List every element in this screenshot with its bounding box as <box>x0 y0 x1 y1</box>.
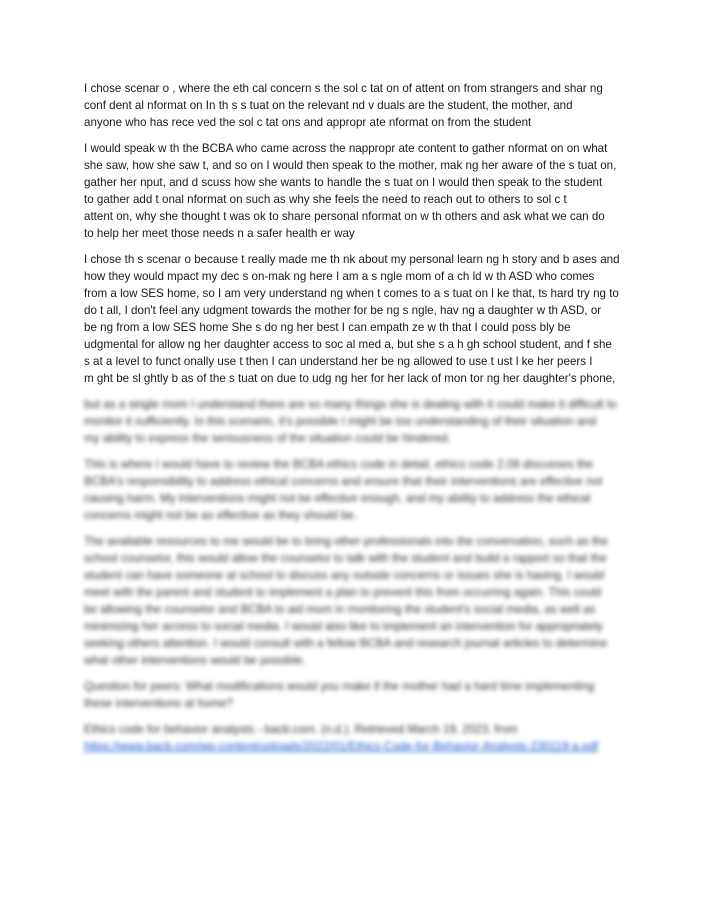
text-line: Question for peers: What modifications would you make if the mother had a hard time implementing <box>84 680 595 693</box>
text-line: concerns might not be as effective as they should be. <box>84 509 358 522</box>
text-line: do t all, I don't feel any udgment towards the mother for be ng s ngle, hav ng a daughter w th ASD, or <box>84 304 602 317</box>
text-line: to help her meet those needs n a safer health er way <box>84 227 355 240</box>
text-line: anyone who has rece ved the sol c tat ons and appropr ate nformat on from the student <box>84 116 532 129</box>
text-line: causing harm. My interventions might not be effective enough, and my ability to address the ethical <box>84 492 591 505</box>
reference-text: Ethics code for behavior analysts - bacb.com. (n.d.). Retrieved March 19, 2023, from <box>84 723 518 736</box>
text-line: m ght be sl ghtly b as of the s tuat on due to udg ng her for her lack of mon tor ng her daughter's phone, <box>84 372 616 385</box>
text-line: school counselor, this would allow the counselor to talk with the student and build a rapport so that the <box>84 552 607 565</box>
body-paragraph <box>84 80 644 131</box>
text-line: I chose th s scenar o because t really made me th nk about my personal learn ng h story and b ases and <box>84 253 620 266</box>
blurred-paragraph <box>84 456 644 524</box>
text-line: to gather add t onal nformat on such as why she feels the need to reach out to others to sol c t <box>84 193 567 206</box>
text-line: what other interventions would be possible. <box>84 654 306 667</box>
text-line: The available resources to me would be to bring other professionals into the conversation, such as the <box>84 535 608 548</box>
text-line: gather her nput, and d scuss how she wants to handle the s tuat on I would then speak to the student <box>84 176 603 189</box>
text-line: be ng from a low SES home She s do ng her best I can empath ze w th that I could poss bly be <box>84 321 571 334</box>
text-line: attent on, why she thought t was ok to share personal nformat on w th others and ask what we can do <box>84 210 605 223</box>
body-paragraph <box>84 251 644 387</box>
text-line: s at a level to funct onally use t then I can understand her be ng allowed to use t ust l ke her peers I <box>84 355 593 368</box>
document-body <box>84 80 644 764</box>
text-line: how they would mpact my dec s on-mak ng here I am a s ngle mom of a ch ld w th ASD who comes <box>84 270 595 283</box>
reference-link[interactable]: https://www.bacb.com/wp-content/uploads/2022/01/Ethics-Code-for-Behavior-Analysts-230119-a.pdf <box>84 740 599 753</box>
text-line: udgmental for allow ng her daughter access to soc al med a, but she s a h gh school student, and f she <box>84 338 612 351</box>
text-line: from a low SES home, so I am very understand ng when t comes to a s tuat on l ke that, ts hard try ng to <box>84 287 619 300</box>
text-line: student can have someone at school to discuss any outside concerns or issues she is having. I would <box>84 569 605 582</box>
blurred-paragraph <box>84 678 644 712</box>
text-line: BCBA's responsibility to address ethical concerns and ensure that their interventions are effective not <box>84 475 603 488</box>
text-line: minimizing her access to social media. I would also like to implement an intervention for appropriately <box>84 620 603 633</box>
blurred-paragraph <box>84 396 644 447</box>
text-line: these interventions at home? <box>84 697 233 710</box>
text-line: monitor it sufficiently. In this scenario, it's possible I might be too understanding of their situation and <box>84 415 597 428</box>
blurred-paragraphs <box>84 396 644 712</box>
text-line: seeking others attention. I would consult with a fellow BCBA and research journal articles to determine <box>84 637 608 650</box>
text-line: This is where I would have to review the BCBA ethics code in detail, ethics code 2.09 discusses the <box>84 458 594 471</box>
blurred-text-section <box>84 396 644 755</box>
text-line: conf dent al nformat on In th s s tuat on the relevant nd v duals are the student, the mother, and <box>84 99 573 112</box>
text-line: meet with the parent and student to implement a plan to prevent this from occurring again. This could <box>84 586 602 599</box>
reference-paragraph <box>84 721 644 755</box>
clear-text-section <box>84 80 644 387</box>
text-line: I chose scenar o , where the eth cal concern s the sol c tat on of attent on from strangers and shar ng <box>84 82 603 95</box>
text-line: she saw, how she saw t, and so on I would then speak to the mother, mak ng her aware of the s tuat on, <box>84 159 617 172</box>
text-line: I would speak w th the BCBA who came across the nappropr ate content to gather nformat on on what <box>84 142 608 155</box>
text-line: but as a single mom I understand there are so many things she is dealing with it could make it difficult to <box>84 398 617 411</box>
text-line: my ability to express the seriousness of the situation could be hindered. <box>84 432 451 445</box>
text-line: be allowing the counselor and BCBA to aid mom in monitoring the student's social media, as well as <box>84 603 596 616</box>
blurred-paragraph <box>84 533 644 669</box>
body-paragraph <box>84 140 644 242</box>
